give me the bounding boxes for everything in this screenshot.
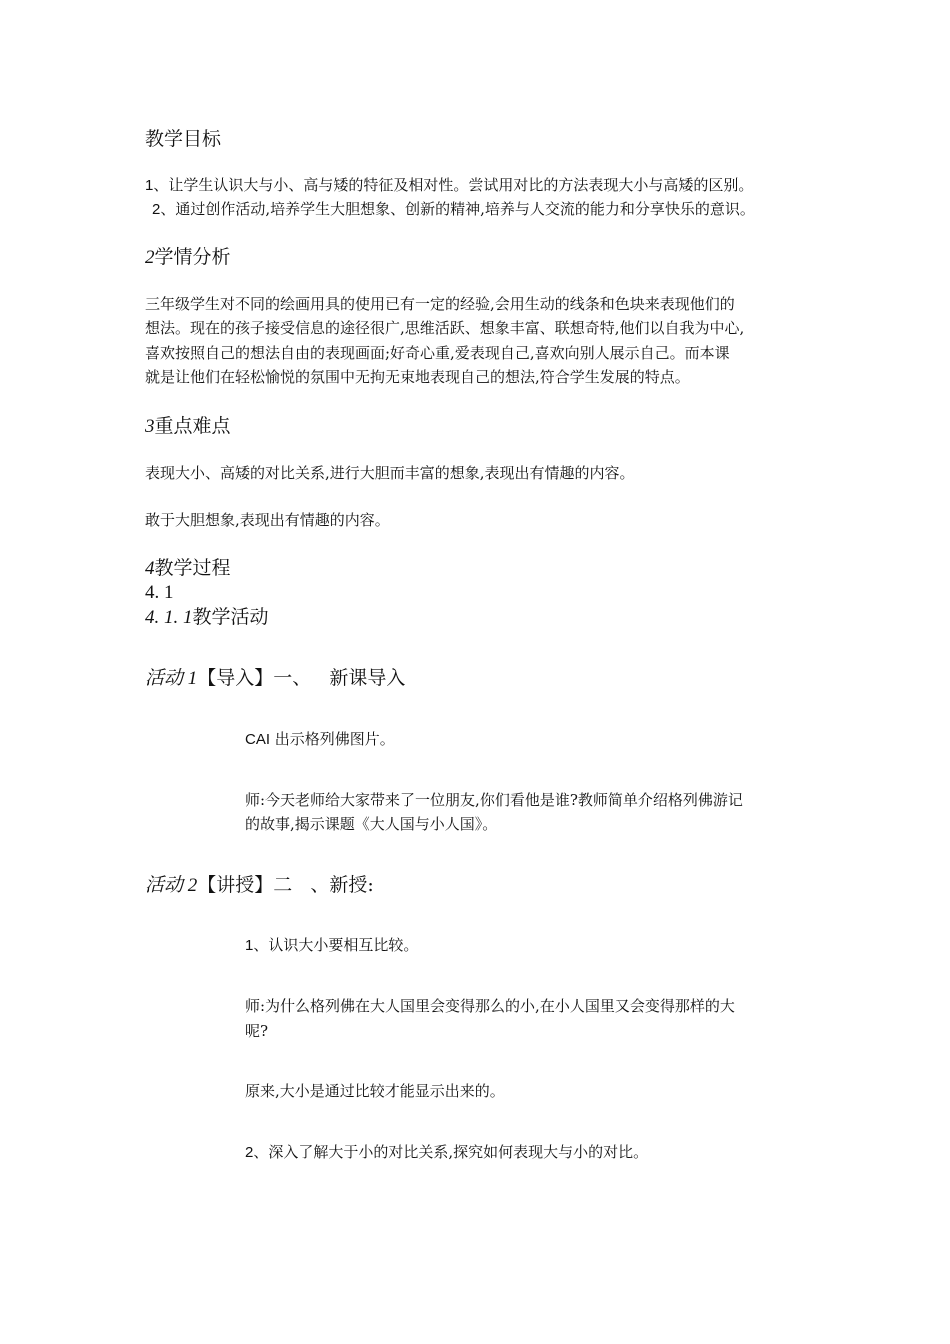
goal-item-1 — [145, 176, 753, 195]
section-heading-teaching-goals — [145, 128, 221, 151]
heading-number: 2 — [145, 247, 155, 268]
section-heading-student-analysis — [145, 246, 231, 270]
heading-number: 4. 1. 1 — [145, 607, 193, 628]
item-number: 1 — [145, 177, 154, 194]
activity-2-para-1 — [245, 936, 418, 955]
heading-text: 重点难点 — [154, 415, 231, 437]
item-number: 2 — [245, 1144, 254, 1161]
key-point-para-2: 敢于大胆想象,表现出有情趣的内容。 — [145, 511, 390, 529]
activity-title: 一、 新课导入 — [273, 667, 406, 689]
activity-label: 活动 1 — [145, 668, 198, 689]
analysis-line-1: 三年级学生对不同的绘画用具的使用已有一定的经验,会用生动的线条和色块来表现他们的 — [145, 295, 735, 313]
para-text: 、认识大小要相互比较。 — [253, 936, 419, 954]
activity-2-para-2-line-1: 师:为什么格列佛在大人国里会变得那么的小,在小人国里又会变得那样的大 — [245, 997, 735, 1015]
section-heading-teaching-process — [145, 557, 231, 581]
goal-item-2 — [152, 200, 755, 219]
item-number: 2 — [152, 201, 161, 218]
activity-2-heading — [145, 874, 374, 898]
item-text: 、通过创作活动,培养学生大胆想象、创新的精神,培养与人交流的能力和分享快乐的意识。 — [160, 200, 755, 218]
activity-1-heading — [145, 667, 405, 691]
section-heading-key-points — [145, 415, 231, 439]
heading-text: 教学过程 — [154, 557, 231, 579]
item-text: 、让学生认识大与小、高与矮的特征及相对性。尝试用对比的方法表现大小与高矮的区别。 — [153, 176, 754, 194]
para-text: 出示格列佛图片。 — [270, 730, 395, 748]
activity-tag: 【讲授】 — [197, 874, 274, 896]
activity-1-para-1 — [245, 730, 395, 749]
activity-title: 二 、新授: — [273, 874, 374, 896]
latin-text: CAI — [245, 731, 271, 748]
heading-text: 教学活动 — [192, 606, 269, 628]
heading-text: 学情分析 — [154, 246, 231, 268]
subsection-heading-teaching-activity — [145, 606, 269, 630]
heading-text: 教学目标 — [145, 128, 222, 150]
activity-2-para-4 — [245, 1143, 648, 1162]
item-number: 1 — [245, 937, 254, 954]
activity-2-para-2-line-2: 呢? — [245, 1022, 269, 1040]
analysis-line-2: 想法。现在的孩子接受信息的途径很广,思维活跃、想象丰富、联想奇特,他们以自我为中心, — [145, 319, 745, 337]
activity-1-para-2-line-2: 的故事,揭示课题《大人国与小人国》。 — [245, 815, 498, 833]
activity-label: 活动 2 — [145, 875, 198, 896]
heading-number: 4 — [145, 558, 155, 579]
activity-2-para-3: 原来,大小是通过比较才能显示出来的。 — [245, 1082, 505, 1100]
activity-tag: 【导入】 — [197, 667, 274, 689]
subsection-number: 4. 1 — [145, 582, 174, 603]
heading-number: 3 — [145, 416, 155, 437]
analysis-line-4: 就是让他们在轻松愉悦的氛围中无拘无束地表现自己的想法,符合学生发展的特点。 — [145, 368, 690, 386]
para-text: 、深入了解大于小的对比关系,探究如何表现大与小的对比。 — [253, 1143, 649, 1161]
activity-1-para-2-line-1: 师:今天老师给大家带来了一位朋友,你们看他是谁?教师简单介绍格列佛游记 — [245, 791, 743, 809]
analysis-line-3: 喜欢按照自己的想法自由的表现画面;好奇心重,爱表现自己,喜欢向别人展示自己。而本课 — [145, 344, 730, 362]
key-point-para-1: 表现大小、高矮的对比关系,进行大胆而丰富的想象,表现出有情趣的内容。 — [145, 464, 635, 482]
